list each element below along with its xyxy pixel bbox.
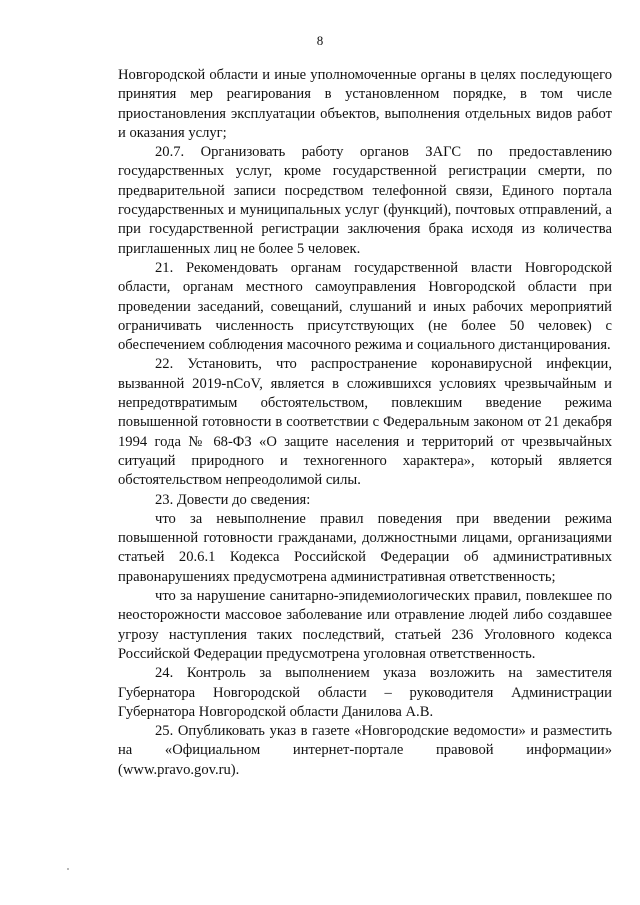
document-body — [118, 66, 612, 780]
paragraph-item-22: 22. Установить, что распространение коронавирусной инфекции, вызванной 2019-nCoV, является в сложившихся условиях чрезвычайным и непредотвратимым обстоятельством, повлекшим введение режима повышенной готовности в соответствии с Федеральным законом от 21 декабря 1994 года № 68-ФЗ «О защите населения и территорий от чрезвычайных ситуаций природного и техногенного характера», который является обстоятельством непреодолимой силы. — [118, 356, 612, 489]
paragraph-item-23-b: что за нарушение санитарно-эпидемиологических правил, повлекшее по неосторожности массовое заболевание или отравление людей либо создавшее угрозу наступления таких последствий, статьей 236 Уголовного кодекса Российской Федерации предусмотрена уголовная ответственность. — [118, 588, 612, 662]
paragraph-item-20-7: 20.7. Организовать работу органов ЗАГС по предоставлению государственных услуг, кроме государственной регистрации смерти, по предварительной записи посредством телефонной связи, Единого портала государственных и муниципальных услуг (функций), почтовых отправлений, а при государственной регистрации заключения брака исходя из количества приглашенных лиц не более 5 человек. — [118, 144, 612, 257]
paragraph-item-23-a: что за невыполнение правил поведения при введении режима повышенной готовности гражданами, должностными лицами, организациями статьей 20.6.1 Кодекса Российской Федерации об административных правонарушениях предусмотрена административная ответственность; — [118, 510, 612, 585]
paragraph-item-25: 25. Опубликовать указ в газете «Новгородские ведомости» и разместить на «Официальном интернет-портале правовой информации» (www.pravo.gov.ru). — [118, 723, 612, 778]
paragraph-item-23: 23. Довести до сведения: — [155, 491, 311, 508]
paragraph-item-21: 21. Рекомендовать органам государственной власти Новгородской области, органам местного самоуправления Новгородской области при проведении заседаний, совещаний, слушаний и иных рабочих мероприятий ограничивать численность присутствующих (не более 50 человек) с обеспечением соблюдения масочного режима и социального дистанцирования. — [118, 259, 612, 354]
paragraph-item-24: 24. Контроль за выполнением указа возложить на заместителя Губернатора Новгородской области – руководителя Администрации Губернатора Новгородской области Данилова А.В. — [118, 665, 612, 720]
scan-speck — [67, 868, 69, 870]
page-number: 8 — [316, 33, 324, 48]
paragraph-continuation: Новгородской области и иные уполномоченные органы в целях последующего принятия мер реагирования в установленном порядке, в том числе приостановления эксплуатации объектов, выполнения отдельных видов работ и оказания услуг; — [118, 67, 612, 141]
